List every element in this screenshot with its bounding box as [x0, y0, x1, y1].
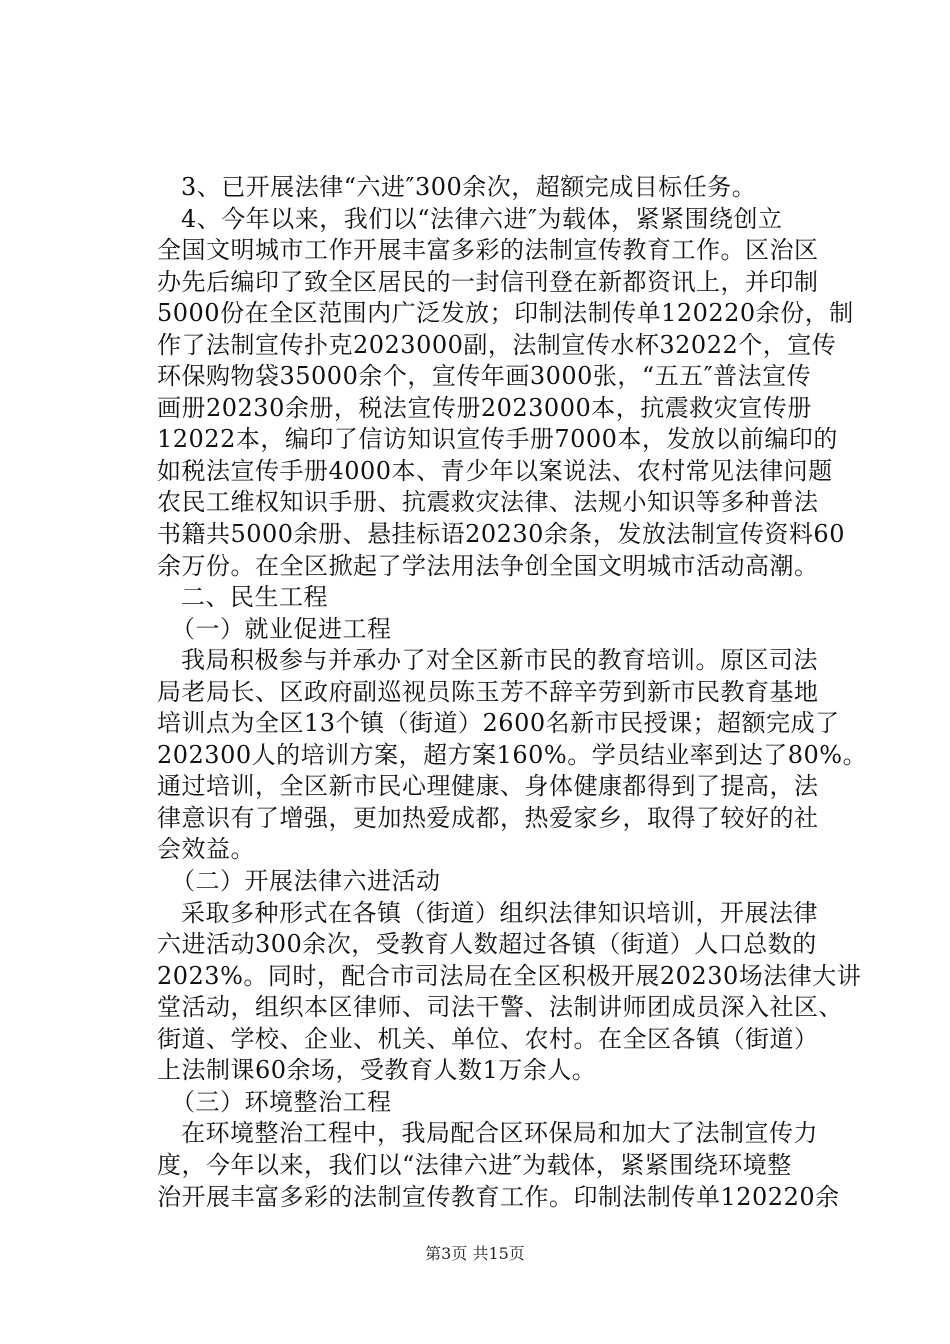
page-number-footer: 第3页 共15页 [425, 1244, 525, 1263]
paragraph-line: 上法制课60余场，受教育人数1万余人。 [157, 1056, 597, 1085]
paragraph-line: 六进活动300余次，受教育人数超过各镇（街道）人口总数的 [157, 930, 817, 959]
paragraph-line: 度，今年以来，我们以“法律六进″为载体，紧紧围绕环境整 [157, 1150, 792, 1179]
section-heading: 二、民生工程 [181, 583, 328, 612]
paragraph-line: 街道、学校、企业、机关、单位、农村。在全区各镇（街道） [157, 1024, 819, 1053]
paragraph-line: 余万份。在全区掀起了学法用法争创全国文明城市活动高潮。 [157, 551, 819, 580]
paragraph-line: 202300人的培训方案，超方案160%。学员结业率到达了80%。 [157, 740, 868, 769]
paragraph-line: 在环境整治工程中，我局配合区环保局和加大了法制宣传力 [181, 1119, 818, 1148]
paragraph-line: 如税法宣传手册4000本、青少年以案说法、农村常见法律问题 [157, 456, 833, 485]
paragraph-line: 会效益。 [157, 835, 255, 864]
paragraph-line: 全国文明城市工作开展丰富多彩的法制宣传教育工作。区治区 [157, 236, 819, 265]
paragraph-line: 5000份在全区范围内广泛发放；印制法制传单120220余份，制 [157, 299, 854, 328]
paragraph-line: 4、今年以来，我们以“法律六进″为载体，紧紧围绕创立 [181, 204, 783, 233]
paragraph-line: 办先后编印了致全区居民的一封信刊登在新都资讯上，并印制 [157, 267, 819, 296]
paragraph-line: 律意识有了增强，更加热爱成都，热爱家乡，取得了较好的社 [157, 803, 819, 832]
document-body [157, 172, 868, 1213]
subsection-heading: （一）就业促进工程 [171, 614, 392, 643]
subsection-heading: （三）环境整治工程 [171, 1087, 392, 1116]
paragraph-line: 农民工维权知识手册、抗震救灾法律、法规小知识等多种普法 [157, 488, 819, 517]
paragraph-line: 通过培训，全区新市民心理健康、身体健康都得到了提高，法 [157, 772, 819, 801]
paragraph-line: 治开展丰富多彩的法制宣传教育工作。印制法制传单120220余 [157, 1182, 840, 1211]
paragraph-line: 堂活动，组织本区律师、司法干警、法制讲师团成员深入社区、 [157, 993, 843, 1022]
paragraph-line: 12022本，编印了信访知识宣传手册7000本，发放以前编印的 [157, 425, 838, 454]
paragraph-line: 我局积极参与并承办了对全区新市民的教育培训。原区司法 [181, 646, 818, 675]
paragraph-line: 2023%。同时，配合市司法局在全区积极开展20230场法律大讲 [157, 961, 862, 990]
paragraph-line: 3、已开展法律“六进″300余次，超额完成目标任务。 [181, 173, 757, 201]
paragraph-line: 书籍共5000余册、悬挂标语20230余条，发放法制宣传资料60 [157, 520, 845, 549]
paragraph-line: 培训点为全区13个镇（街道）2600名新市民授课；超额完成了 [157, 709, 840, 738]
paragraph-line: 作了法制宣传扑克2023000副，法制宣传水杯32022个，宣传 [157, 330, 837, 359]
paragraph-line: 画册20230余册，税法宣传册2023000本，抗震救灾宣传册 [157, 393, 812, 422]
subsection-heading: （二）开展法律六进活动 [171, 867, 441, 896]
paragraph-line: 环保购物袋35000余个，宣传年画3000张，“五五″普法宣传 [157, 362, 812, 391]
paragraph-line: 采取多种形式在各镇（街道）组织法律知识培训，开展法律 [181, 898, 818, 927]
paragraph-line: 局老局长、区政府副巡视员陈玉芳不辞辛劳到新市民教育基地 [157, 677, 819, 706]
